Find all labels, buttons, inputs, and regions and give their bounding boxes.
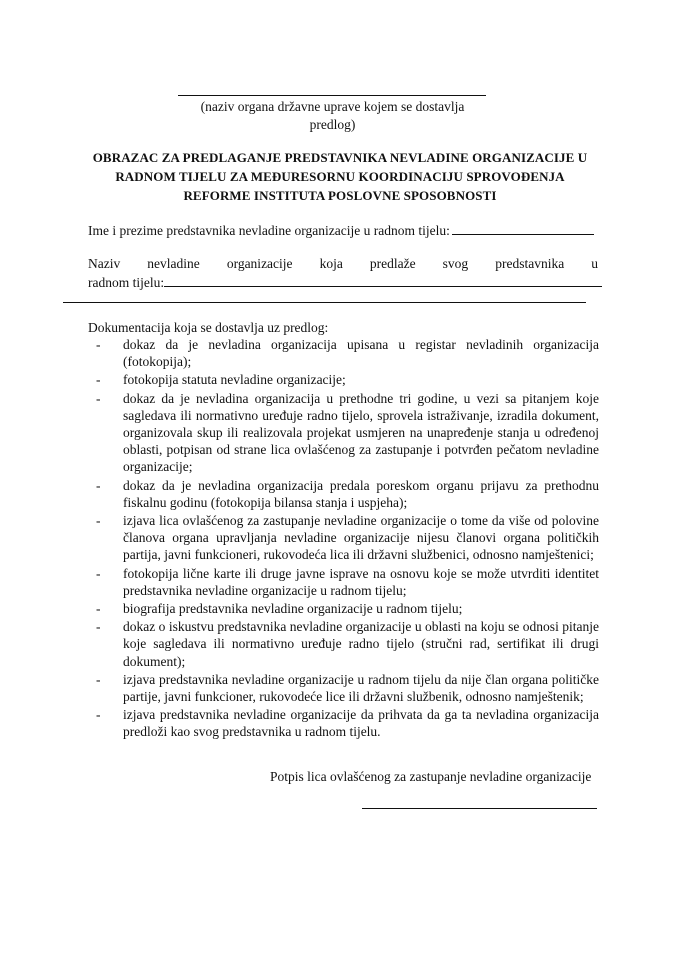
documentation-item [96, 565, 599, 599]
organization-name-field [88, 273, 602, 292]
bullet-dash: - [96, 671, 101, 687]
bullet-dash: - [96, 477, 101, 493]
representative-name-field [88, 221, 594, 240]
bullet-dash: - [96, 390, 101, 406]
documentation-item-text: dokaz o iskustvu predstavnika nevladine organizacije u oblasti na koju se odnosi pitanje koje sagledava ili normativno uređuje radno tijelo (stručni rad, sertifikat ili drugi dokument); [123, 619, 599, 669]
form-title-line2: RADNOM TIJELU ZA MEĐURESORNU KOORDINACIJU SPROVOĐENJA [115, 169, 565, 184]
documentation-item [96, 477, 599, 511]
form-title-line1: OBRAZAC ZA PREDLAGANJE PREDSTAVNIKA NEVLADINE ORGANIZACIJE U [92, 150, 588, 165]
representative-name-label: Ime i prezime predstavnika nevladine organizacije u radnom tijelu: [88, 223, 450, 238]
recipient-blank-line [178, 95, 486, 96]
organization-name-label-line1: Naziv nevladine organizacije koja predlaže svog predstavnika u [88, 256, 598, 271]
documentation-item-text: dokaz da je nevladina organizacija u prethodne tri godine, u vezi sa pitanjem koje sagledava ili normativno uređuje radno tijelo, sprovela istraživanje, izradila dokument, organizovala skup ili realizovala projekat usmjeren na unapređenje stanja u određenoj oblasti, potpisan od strane lica ovlašćenog za zastupanje i potvrđen pečatom nevladine organizacije; [123, 390, 599, 475]
bullet-dash: - [96, 601, 101, 617]
documentation-list [96, 336, 599, 742]
documentation-item [96, 336, 599, 370]
representative-name-blank [452, 221, 594, 235]
recipient-note-line2: predlog) [309, 117, 356, 132]
signature-label: Potpis lica ovlašćenog za zastupanje nevladine organizacije [270, 769, 592, 784]
documentation-item-text: izjava predstavnika nevladine organizacije u radnom tijelu da nije član organa političke partije, javni funkcioner, rukovodeće lice ili državni službenik, odnosno namještenik; [123, 671, 599, 705]
documentation-item-text: dokaz da je nevladina organizacija predala poreskom organu prijavu za prethodnu fiskalnu godinu (fotokopija bilansa stanja i uspjeha); [123, 477, 599, 510]
bullet-dash: - [96, 707, 101, 723]
documentation-item [96, 371, 599, 388]
documentation-item-text: fotokopija statuta nevladine organizacije; [123, 372, 346, 388]
bullet-dash: - [96, 372, 101, 388]
form-title-line3: REFORME INSTITUTA POSLOVNE SPOSOBNOSTI [183, 188, 497, 203]
bullet-dash: - [96, 337, 101, 352]
bullet-dash: - [96, 619, 101, 635]
documentation-item-text: fotokopija lične karte ili druge javne isprave na osnovu koje se može utvrditi identitet predstavnika nevladine organizacije u radnom tijelu; [123, 565, 599, 598]
organization-name-label-line2: radnom tijelu: [88, 275, 165, 290]
documentation-item [96, 512, 599, 564]
bullet-dash: - [96, 513, 101, 529]
recipient-note-line1: (naziv organa državne uprave kojem se dostavlja [200, 99, 465, 114]
documentation-item-text: izjava lica ovlašćenog za zastupanje nevladine organizacije o tome da više od polovine članova organa upravljanja nevladine organizacije nijesu članovi organa političkih partija, javni funkcioneri, rukovodeća lica ili državni službenici, odnosno namještenici; [123, 513, 599, 563]
signature-blank-line [362, 808, 597, 809]
documentation-item-text: dokaz da je nevladina organizacija upisana u registar nevladinih organizacija (fotokopija); [123, 337, 599, 370]
documentation-item [96, 600, 599, 617]
form-title [60, 148, 620, 205]
organization-name-blank-continuation [63, 302, 586, 303]
documentation-item [96, 706, 599, 740]
documentation-item [96, 671, 599, 705]
documentation-item [96, 618, 599, 670]
documentation-heading: Dokumentacija koja se dostavlja uz predlog: [88, 320, 329, 335]
organization-name-blank [164, 273, 602, 287]
documentation-item-text: biografija predstavnika nevladine organizacije u radnom tijelu; [123, 601, 463, 617]
recipient-note [170, 98, 495, 134]
documentation-item-text: izjava predstavnika nevladine organizacije da prihvata da ga ta nevladina organizacija predloži kao svog predstavnika u radnom tijelu. [123, 707, 599, 740]
documentation-item [96, 390, 599, 476]
bullet-dash: - [96, 565, 101, 581]
